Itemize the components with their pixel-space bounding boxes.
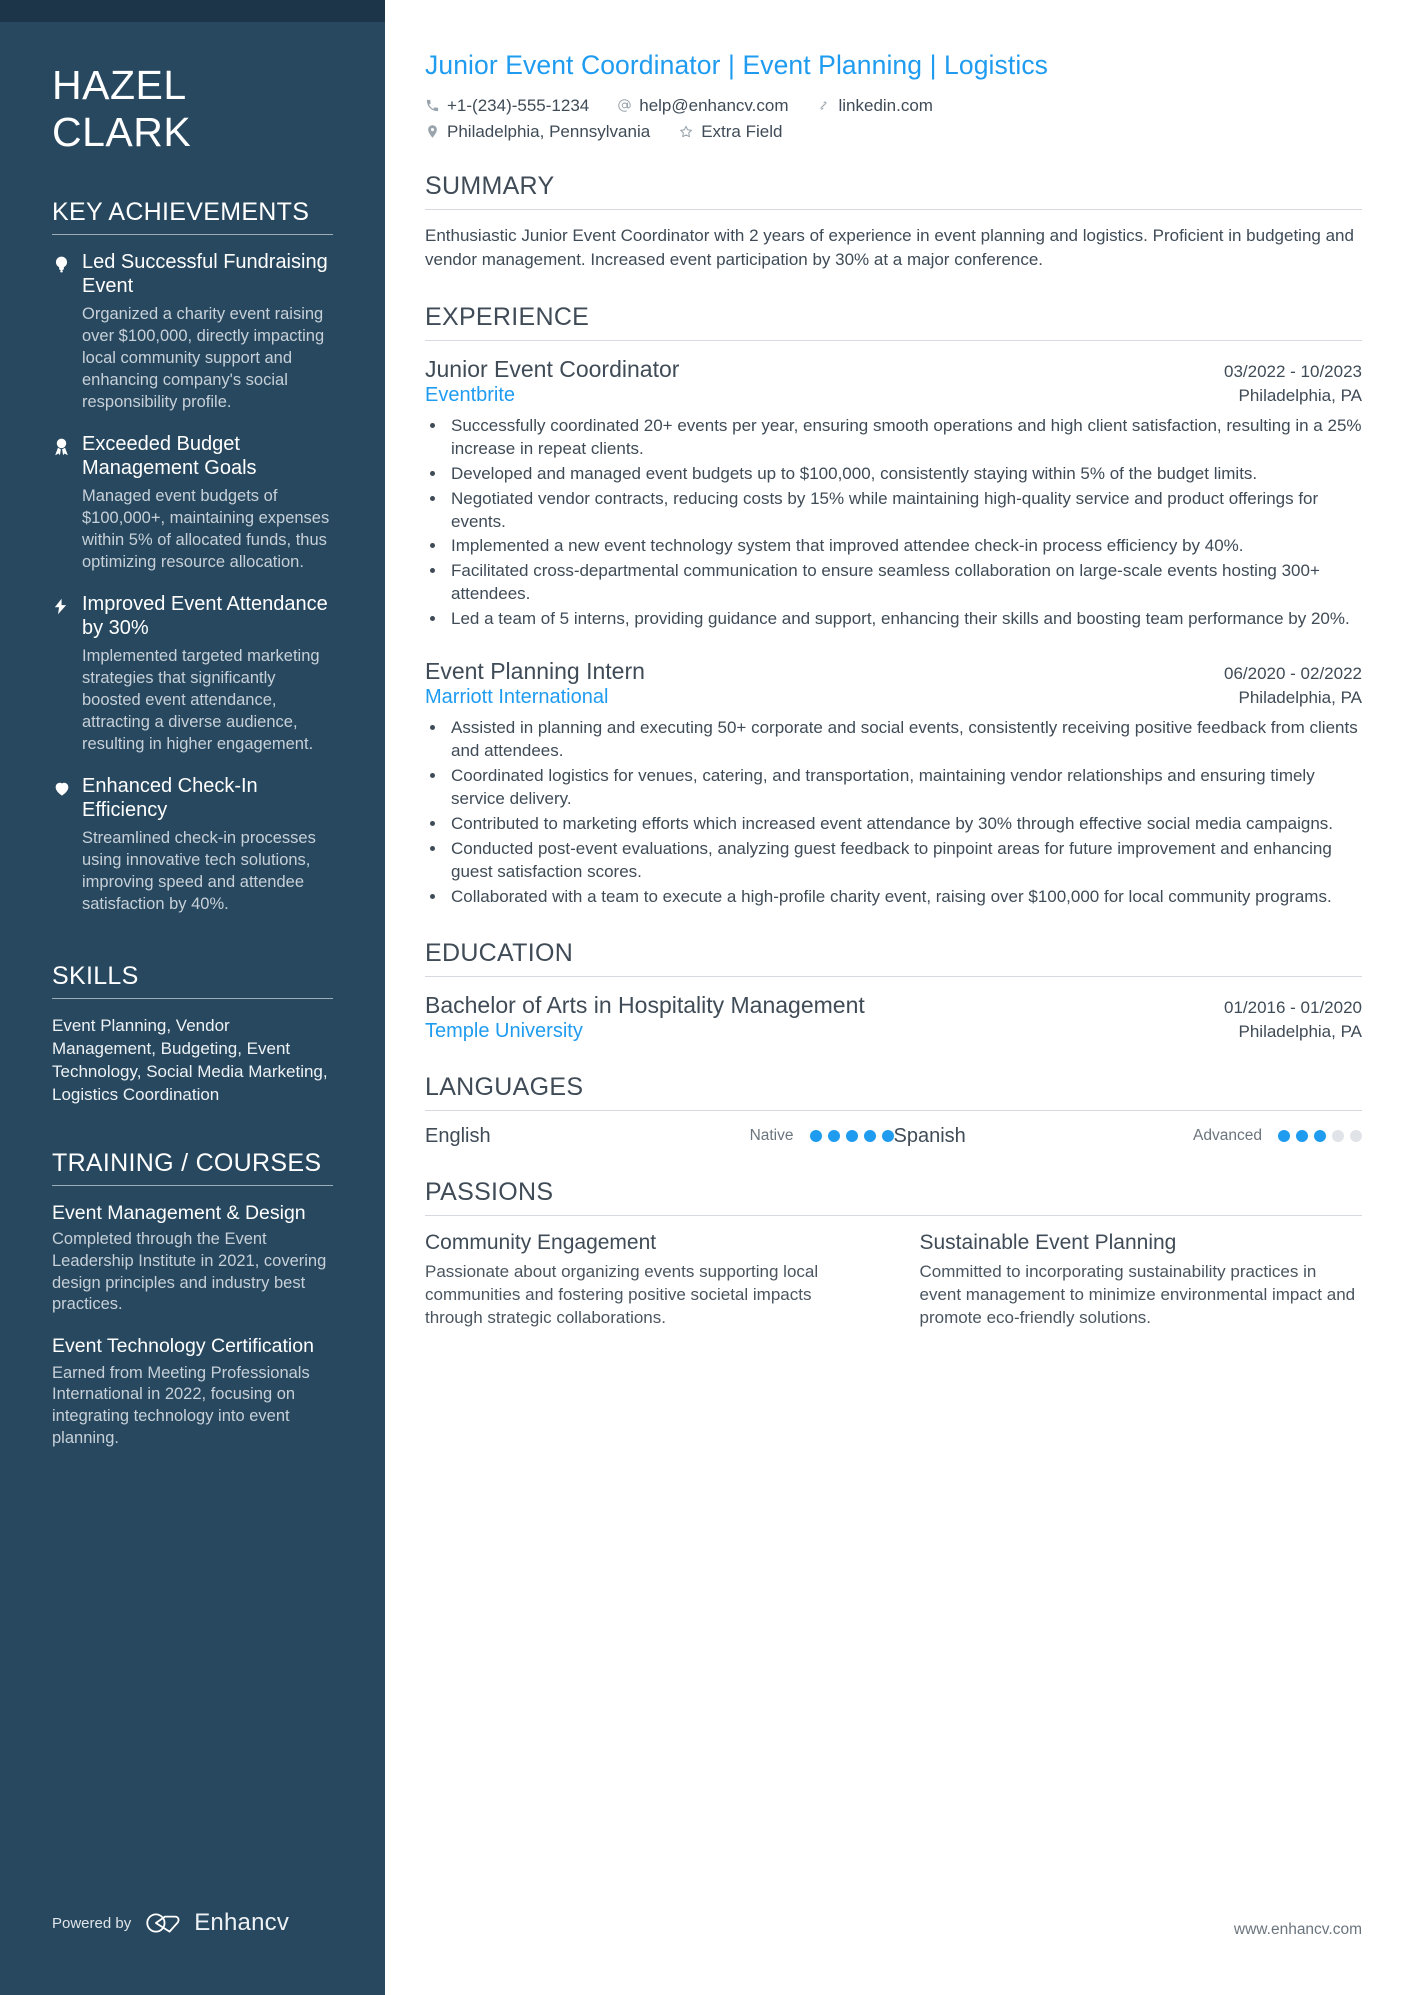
skills-heading: SKILLS — [52, 961, 139, 990]
skills-section — [52, 962, 333, 1107]
achievement-description: Managed event budgets of $100,000+, maintaining expenses within 5% of allocated funds, thus optimizing resource allocation. — [82, 487, 330, 572]
contact-email-text: help@enhancv.com — [639, 95, 789, 115]
contact-info — [425, 96, 1362, 142]
key-achievements-section — [52, 198, 333, 916]
passion-description: Passionate about organizing events supporting local communities and fostering positive societal impacts through strategic collaborations. — [425, 1262, 819, 1327]
job-bullet: • Collaborated with a team to execute a high-profile charity event, raising over $100,000 for local community programs. — [447, 886, 1362, 909]
experience-heading: EXPERIENCE — [425, 302, 590, 331]
achievement-description: Implemented targeted marketing strategies that significantly boosted event attendance, attracting a diverse audience, resulting in higher engagement. — [82, 647, 320, 754]
training-courses-section — [52, 1149, 333, 1450]
course-description: Earned from Meeting Professionals International in 2022, focusing on integrating technology into event planning. — [52, 1363, 310, 1447]
company-name[interactable]: Eventbrite — [425, 383, 516, 406]
contact-location[interactable] — [425, 122, 650, 142]
course-title: Event Technology Certification — [52, 1335, 314, 1358]
contact-extra-field-text: Extra Field — [701, 121, 783, 141]
achievement-item — [52, 593, 333, 756]
main-content — [385, 0, 1410, 1995]
proficiency-dot — [864, 1130, 876, 1142]
job-location: Philadelphia, PA — [1238, 385, 1362, 405]
passion-title: Sustainable Event Planning — [919, 1230, 1177, 1254]
job-dates: 06/2020 - 02/2022 — [1223, 664, 1362, 684]
divider — [52, 234, 333, 235]
contact-linkedin[interactable] — [816, 96, 933, 116]
job-bullets — [425, 415, 1362, 631]
phone-icon — [425, 98, 440, 113]
education-heading: EDUCATION — [425, 938, 574, 967]
candidate-name: HAZEL CLARK — [52, 62, 192, 156]
achievement-title: Enhanced Check-In Efficiency — [82, 774, 258, 821]
job-bullet: • Facilitated cross-departmental communication to ensure seamless collaboration on large-scale events hosting 300+ attendees. — [447, 560, 1362, 606]
job-title: Junior Event Coordinator — [425, 355, 680, 382]
proficiency-dot — [1332, 1130, 1344, 1142]
proficiency-dot — [882, 1130, 894, 1142]
achievement-item — [52, 775, 333, 916]
job-bullet: • Developed and managed event budgets up to $100,000, consistently staying within 5% of the budget limits. — [447, 463, 1362, 486]
language-item — [894, 1125, 1363, 1148]
course-item — [52, 1335, 333, 1449]
course-title: Event Management & Design — [52, 1201, 306, 1224]
experience-entry — [425, 355, 1362, 631]
school-location: Philadelphia, PA — [1238, 1021, 1362, 1041]
course-item — [52, 1202, 333, 1316]
divider — [425, 209, 1362, 210]
language-proficiency-dots — [1278, 1130, 1362, 1142]
achievement-title: Led Successful Fundraising Event — [82, 251, 328, 297]
divider — [425, 1110, 1362, 1111]
achievement-item — [52, 433, 333, 574]
heart-icon — [52, 775, 82, 916]
powered-by-enhancv — [52, 1909, 289, 1937]
achievement-description: Organized a charity event raising over $100,000, directly impacting local community support and enhancing company's social responsibility profile. — [82, 305, 325, 412]
language-name: Spanish — [893, 1124, 966, 1147]
proficiency-dot — [846, 1130, 858, 1142]
language-proficiency-dots — [810, 1130, 894, 1142]
degree-dates: 01/2016 - 01/2020 — [1223, 997, 1362, 1017]
passion-item — [920, 1230, 1363, 1330]
education-entry — [425, 991, 1362, 1043]
website-footer: www.enhancv.com — [1233, 1921, 1362, 1938]
contact-phone[interactable] — [425, 96, 589, 116]
summary-section — [425, 172, 1362, 273]
job-location: Philadelphia, PA — [1238, 688, 1362, 708]
passion-item — [425, 1230, 868, 1330]
experience-section — [425, 303, 1362, 909]
language-level: Native — [749, 1127, 794, 1145]
powered-by-label: Powered by — [52, 1914, 132, 1932]
at-sign-icon — [617, 98, 632, 113]
enhancv-mark-icon — [145, 1911, 185, 1935]
languages-section — [425, 1073, 1362, 1148]
languages-list — [425, 1125, 1362, 1148]
divider — [425, 340, 1362, 341]
passions-heading: PASSIONS — [425, 1177, 554, 1206]
job-bullets — [425, 717, 1362, 909]
passion-description: Committed to incorporating sustainability practices in event management to minimize environmental impact and promote eco-friendly solutions. — [919, 1262, 1356, 1327]
divider — [52, 1185, 333, 1186]
education-section — [425, 939, 1362, 1043]
proficiency-dot — [1296, 1130, 1308, 1142]
location-pin-icon — [425, 124, 440, 139]
proficiency-dot — [810, 1130, 822, 1142]
job-bullet: • Coordinated logistics for venues, catering, and transportation, maintaining vendor relationships and ensuring timely service delivery. — [447, 765, 1362, 811]
contact-email[interactable] — [617, 96, 788, 116]
job-title: Event Planning Intern — [425, 658, 645, 685]
proficiency-dot — [1314, 1130, 1326, 1142]
passions-list — [425, 1230, 1362, 1330]
professional-headline: Junior Event Coordinator | Event Planning | Logistics — [425, 50, 1049, 80]
star-icon — [678, 124, 694, 140]
achievement-title: Exceeded Budget Management Goals — [82, 433, 257, 479]
achievement-title: Improved Event Attendance by 30% — [82, 593, 328, 639]
key-achievements-heading: KEY ACHIEVEMENTS — [52, 198, 310, 227]
summary-text: Enthusiastic Junior Event Coordinator with 2 years of experience in event planning and logistics. Proficient in budgeting and vendor management. Increased event participation by 30% at a major conference. — [425, 225, 1354, 270]
contact-row-2 — [425, 122, 1362, 142]
language-name: English — [425, 1124, 491, 1147]
job-dates: 03/2022 - 10/2023 — [1223, 361, 1362, 381]
proficiency-dot — [1350, 1130, 1362, 1142]
job-bullet: • Led a team of 5 interns, providing guidance and support, enhancing their skills and boosting team performance by 20%. — [447, 608, 1362, 631]
achievement-description: Streamlined check-in processes using innovative tech solutions, improving speed and attendee satisfaction by 40%. — [82, 829, 316, 913]
megaphone-icon — [52, 251, 82, 414]
job-bullet: • Successfully coordinated 20+ events per year, ensuring smooth operations and high client satisfaction, resulting in a 25% increase in repeat clients. — [447, 415, 1362, 461]
skills-list: Event Planning, Vendor Management, Budgeting, Event Technology, Social Media Marketing, Logistics Coordination — [52, 1015, 328, 1104]
languages-heading: LANGUAGES — [425, 1072, 584, 1101]
proficiency-dot — [828, 1130, 840, 1142]
enhancv-logo — [145, 1909, 289, 1937]
passions-section — [425, 1178, 1362, 1330]
divider — [52, 998, 333, 999]
company-name[interactable]: Marriott International — [425, 686, 609, 709]
proficiency-dot — [1278, 1130, 1290, 1142]
enhancv-wordmark: Enhancv — [194, 1909, 290, 1936]
experience-entry — [425, 657, 1362, 909]
contact-phone-text: +1-(234)-555-1234 — [447, 95, 590, 115]
school-name[interactable]: Temple University — [425, 1019, 583, 1042]
job-bullet: • Contributed to marketing efforts which increased event attendance by 30% through effective social media campaigns. — [447, 813, 1362, 836]
contact-linkedin-text: linkedin.com — [838, 95, 933, 115]
divider — [425, 976, 1362, 977]
job-bullet: • Implemented a new event technology system that improved attendee check-in process efficiency by 40%. — [447, 535, 1362, 558]
summary-heading: SUMMARY — [425, 171, 555, 200]
sidebar-top-strip — [0, 0, 385, 22]
degree-title: Bachelor of Arts in Hospitality Management — [425, 991, 865, 1018]
language-item — [425, 1125, 894, 1148]
course-description: Completed through the Event Leadership Institute in 2021, covering design principles and industry best practices. — [52, 1230, 327, 1314]
passion-title: Community Engagement — [425, 1230, 657, 1254]
language-level: Advanced — [1193, 1127, 1262, 1145]
divider — [425, 1215, 1362, 1216]
award-ribbon-icon — [52, 433, 82, 574]
job-bullet: • Assisted in planning and executing 50+ corporate and social events, consistently receiving positive feedback from clients and attendees. — [447, 717, 1362, 763]
link-icon — [816, 98, 831, 113]
contact-location-text: Philadelphia, Pennsylvania — [447, 121, 651, 141]
contact-row-1 — [425, 96, 1362, 116]
training-courses-heading: TRAINING / COURSES — [52, 1148, 322, 1177]
achievement-item — [52, 251, 333, 414]
contact-extra-field[interactable] — [678, 122, 782, 142]
sidebar — [0, 0, 385, 1995]
lightning-bolt-icon — [52, 593, 82, 756]
job-bullet: • Conducted post-event evaluations, analyzing guest feedback to pinpoint areas for future improvement and enhancing guest satisfaction scores. — [447, 838, 1362, 884]
job-bullet: • Negotiated vendor contracts, reducing costs by 15% while maintaining high-quality service and product offerings for events. — [447, 488, 1362, 534]
